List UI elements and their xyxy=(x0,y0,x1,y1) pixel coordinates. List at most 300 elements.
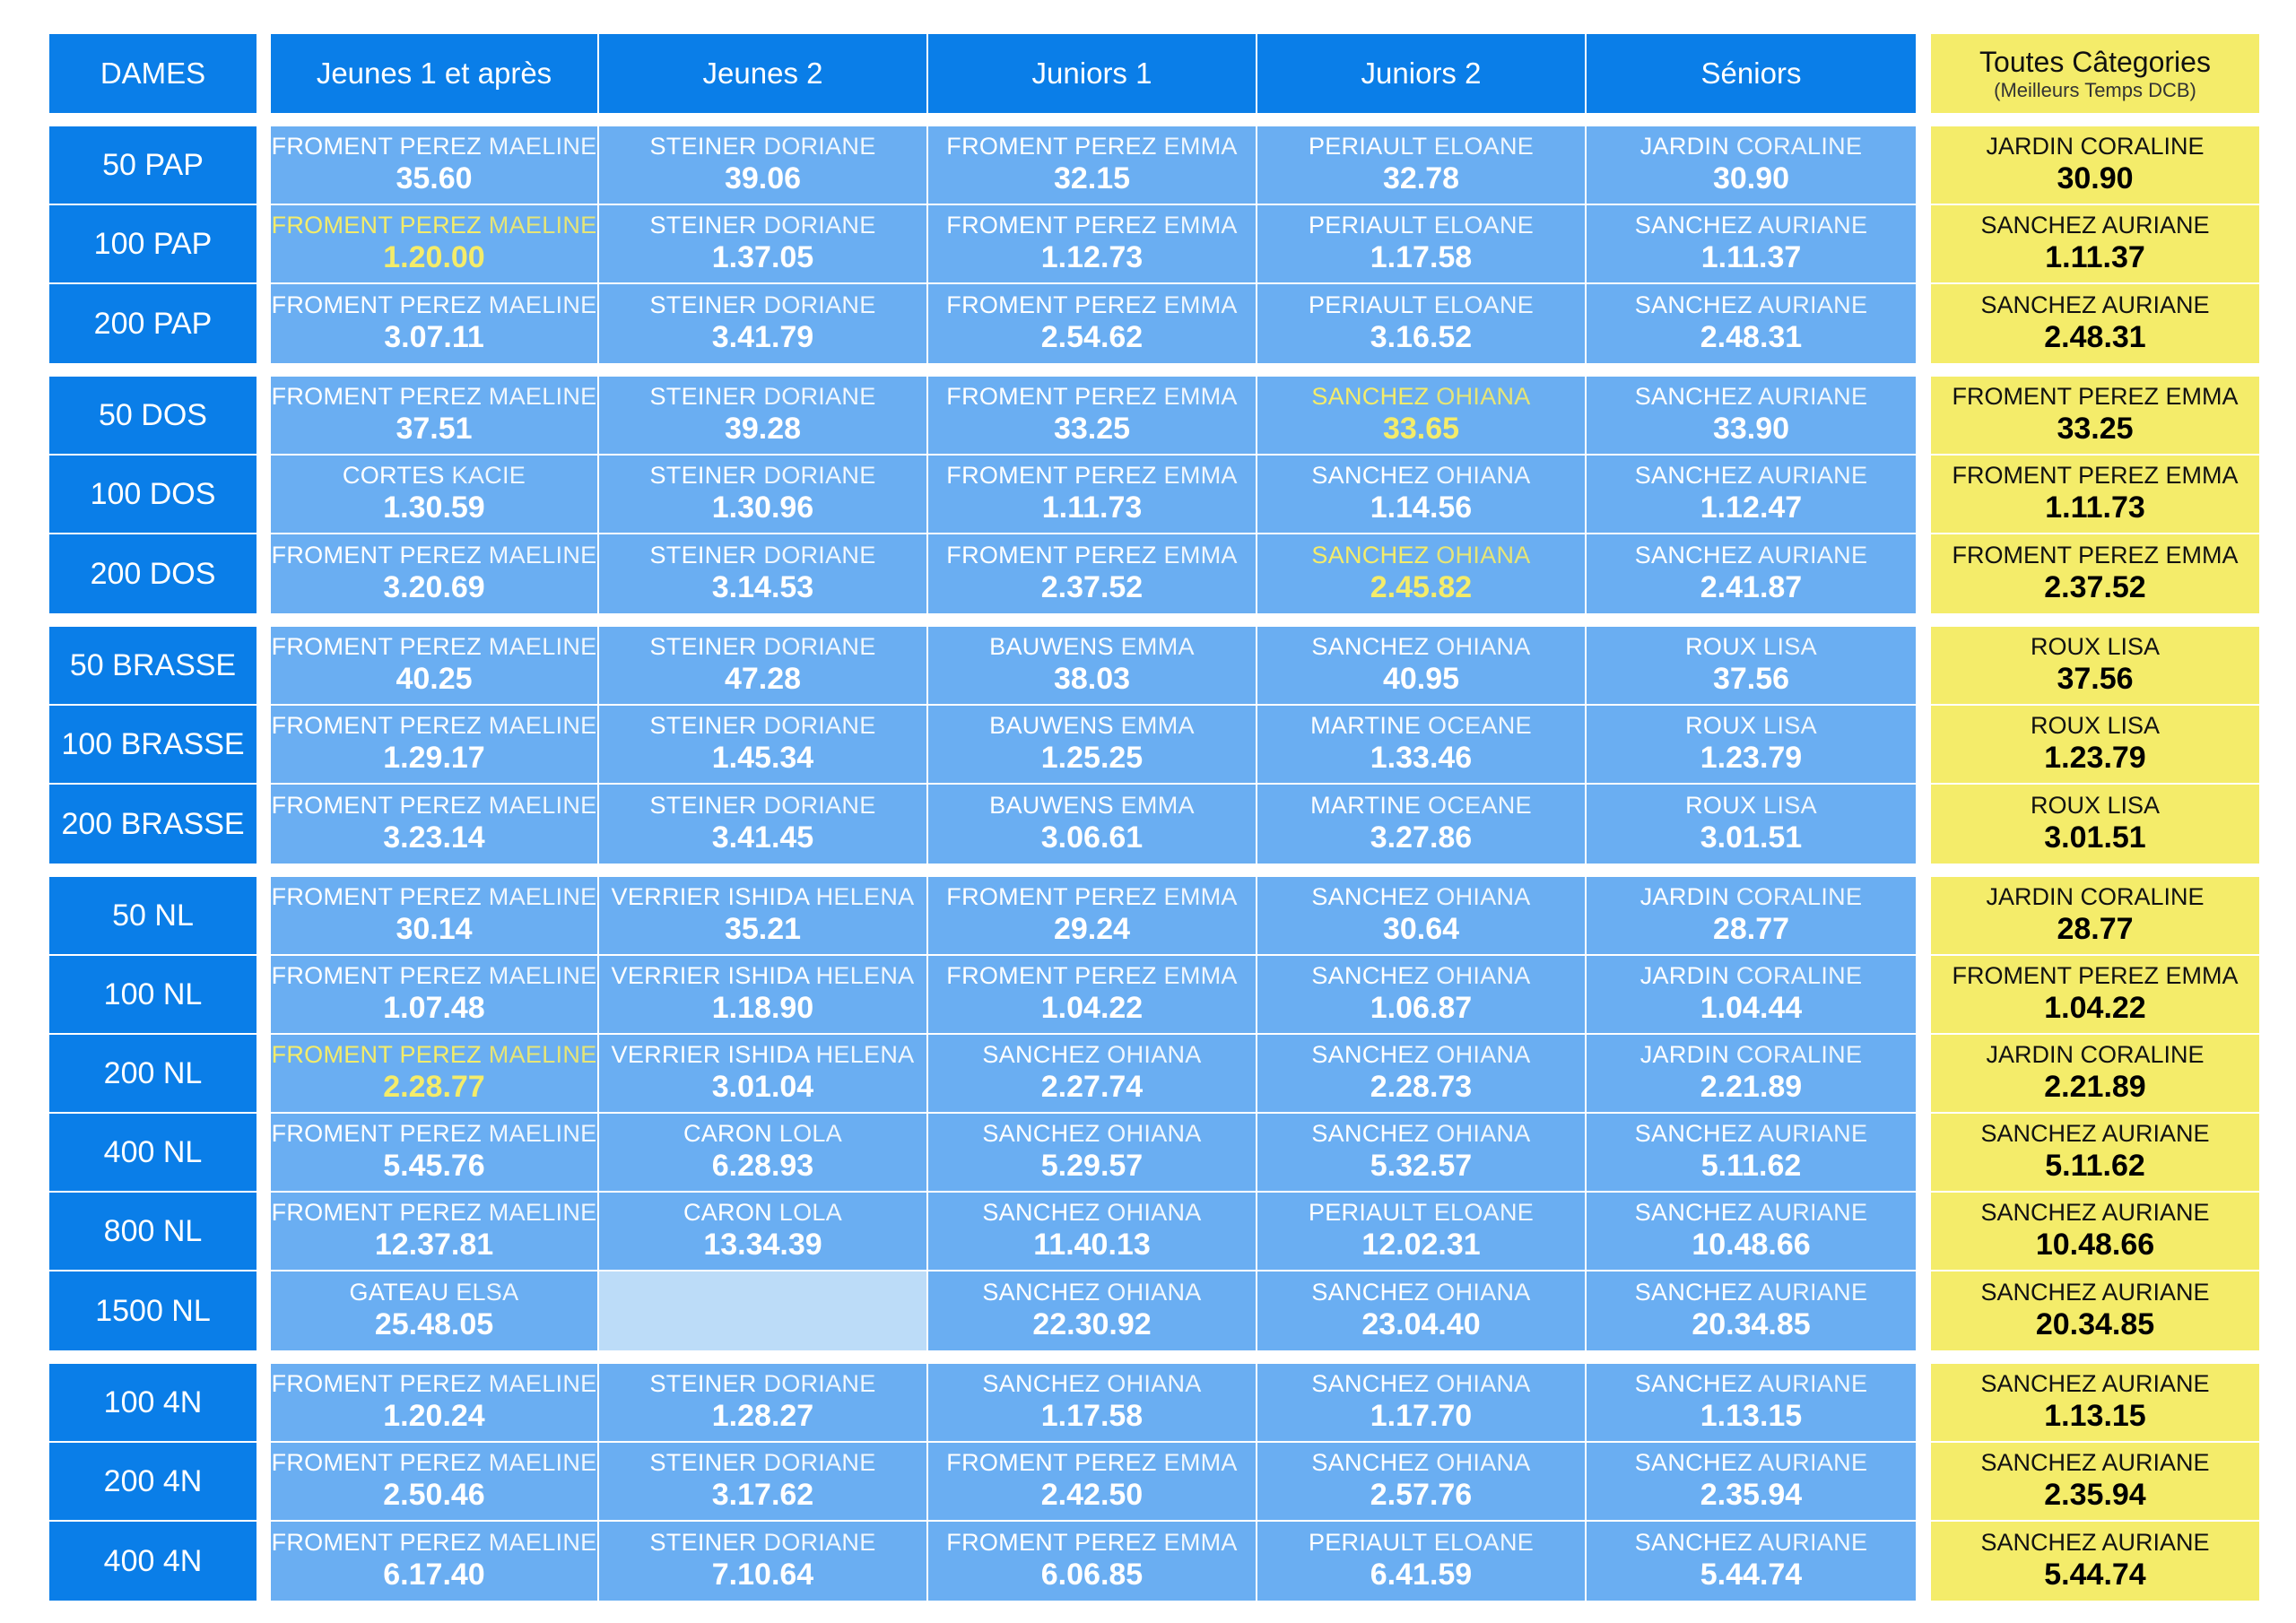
swim-time: 2.35.94 xyxy=(1700,1478,1803,1513)
result-cell xyxy=(599,456,928,534)
swimmer-last-name: STEINER xyxy=(649,542,757,569)
swimmer-first-name: HELENA xyxy=(815,1041,915,1069)
swim-time: 1.14.56 xyxy=(1370,490,1473,525)
swim-time: 1.17.70 xyxy=(1370,1399,1473,1434)
swim-time: 2.28.73 xyxy=(1370,1070,1473,1105)
event-label: 100 4N xyxy=(49,1364,257,1443)
result-cell xyxy=(1257,1271,1587,1350)
swim-time: 3.14.53 xyxy=(711,570,814,605)
best-swimmer-name xyxy=(2031,634,2160,661)
best-time-cell xyxy=(1931,126,2259,205)
swimmer-first-name: OHIANA xyxy=(1107,1279,1202,1306)
swim-time: 2.48.31 xyxy=(1700,320,1803,355)
swimmer-first-name: MAELINE xyxy=(488,291,597,319)
swimmer-name xyxy=(649,1371,875,1398)
swim-time: 1.17.58 xyxy=(1370,240,1473,275)
result-cell xyxy=(1587,1035,1916,1114)
best-time-cell xyxy=(1931,1114,2259,1193)
event-label: 400 NL xyxy=(49,1114,257,1193)
swim-time: 2.54.62 xyxy=(1040,320,1144,355)
result-cell xyxy=(599,377,928,456)
result-cell xyxy=(271,126,599,205)
swimmer-first-name: LISA xyxy=(1763,712,1817,740)
best-time-cell xyxy=(1931,627,2259,706)
swimmer-last-name: FROMENT PEREZ xyxy=(946,291,1157,319)
swimmer-last-name: FROMENT PEREZ xyxy=(271,1370,482,1398)
result-cell xyxy=(271,1364,599,1443)
result-cell xyxy=(928,1522,1257,1601)
swimmer-last-name: MARTINE xyxy=(1310,712,1422,740)
swimmer-last-name: FROMENT PEREZ xyxy=(271,962,482,990)
event-label: 800 NL xyxy=(49,1193,257,1271)
swimmer-name xyxy=(1311,884,1530,911)
swim-time: 5.29.57 xyxy=(1040,1149,1144,1184)
best-swimmer-first-name: LISA xyxy=(2107,792,2161,820)
column-header xyxy=(1257,34,1587,113)
best-swimmer-first-name: EMMA xyxy=(2165,542,2239,569)
swimmer-last-name: FROMENT PEREZ xyxy=(946,542,1157,569)
result-cell xyxy=(1587,1271,1916,1350)
swimmer-first-name: OHIANA xyxy=(1107,1370,1202,1398)
swimmer-last-name: BAUWENS xyxy=(989,792,1114,820)
swimmer-last-name: ROUX xyxy=(1685,712,1757,740)
swimmer-last-name: STEINER xyxy=(649,462,757,490)
swimmer-name xyxy=(982,1371,1201,1398)
swim-time: 38.03 xyxy=(1053,662,1131,697)
best-times-header xyxy=(1931,34,2259,113)
swimmer-first-name: LISA xyxy=(1763,792,1817,820)
result-cell xyxy=(599,1443,928,1522)
swimmer-first-name: AURIANE xyxy=(1758,1449,1868,1477)
swim-time: 40.25 xyxy=(396,662,473,697)
event-label: 200 BRASSE xyxy=(49,785,257,864)
swimmer-name xyxy=(982,1121,1201,1148)
swim-time: 1.45.34 xyxy=(711,741,814,776)
swimmer-name xyxy=(1685,713,1817,740)
swimmer-last-name: FROMENT PEREZ xyxy=(271,712,482,740)
best-swimmer-last-name: SANCHEZ xyxy=(1980,1199,2097,1227)
swim-time: 33.25 xyxy=(1053,412,1131,447)
result-cell xyxy=(1587,956,1916,1035)
best-swimmer-name xyxy=(1980,292,2209,319)
swimmer-first-name: AURIANE xyxy=(1758,291,1868,319)
swimmer-last-name: VERRIER ISHIDA xyxy=(611,883,809,911)
best-swimmer-first-name: AURIANE xyxy=(2101,212,2210,239)
swimmer-first-name: OHIANA xyxy=(1436,962,1531,990)
best-swimmer-first-name: CORALINE xyxy=(2080,1041,2205,1069)
swimmer-first-name: EMMA xyxy=(1120,792,1195,820)
swimmer-name xyxy=(272,884,597,911)
best-swim-time: 10.48.66 xyxy=(2035,1228,2155,1263)
swimmer-first-name: AURIANE xyxy=(1758,462,1868,490)
best-swimmer-first-name: EMMA xyxy=(2165,962,2239,990)
swimmer-name xyxy=(1311,1450,1530,1477)
result-cell xyxy=(271,205,599,284)
best-time-cell xyxy=(1931,877,2259,956)
swimmer-last-name: SANCHEZ xyxy=(1311,462,1430,490)
swimmer-last-name: SANCHEZ xyxy=(1311,883,1430,911)
best-time-cell xyxy=(1931,456,2259,534)
swimmer-first-name: OHIANA xyxy=(1436,1279,1531,1306)
swimmer-name xyxy=(649,292,875,319)
best-swim-time: 5.11.62 xyxy=(2045,1149,2145,1184)
best-time-cell xyxy=(1931,1522,2259,1601)
best-time-cell xyxy=(1931,534,2259,613)
swimmer-name xyxy=(1310,793,1532,820)
best-swimmer-first-name: AURIANE xyxy=(2101,1279,2210,1306)
result-cell xyxy=(271,1114,599,1193)
event-label: 100 NL xyxy=(49,956,257,1035)
swimmer-first-name: EMMA xyxy=(1163,1449,1238,1477)
swimmer-first-name: ELOANE xyxy=(1433,1529,1535,1557)
result-cell xyxy=(928,1114,1257,1193)
swimmer-last-name: MARTINE xyxy=(1310,792,1422,820)
best-swimmer-last-name: JARDIN xyxy=(1986,883,2074,911)
best-swimmer-first-name: EMMA xyxy=(2165,462,2239,490)
best-swimmer-name xyxy=(1980,1121,2209,1148)
swimmer-last-name: STEINER xyxy=(649,1449,757,1477)
swimmer-last-name: STEINER xyxy=(649,1529,757,1557)
swim-time: 23.04.40 xyxy=(1361,1307,1481,1342)
best-time-cell xyxy=(1931,1364,2259,1443)
swimmer-first-name: EMMA xyxy=(1163,462,1238,490)
best-swimmer-last-name: ROUX xyxy=(2030,712,2100,740)
swimmer-last-name: STEINER xyxy=(649,792,757,820)
swim-time: 2.28.77 xyxy=(383,1070,485,1105)
best-swimmer-last-name: SANCHEZ xyxy=(1980,212,2097,239)
best-swimmer-last-name: FROMENT PEREZ xyxy=(1952,962,2159,990)
swim-time: 3.23.14 xyxy=(383,820,485,855)
swimmer-name xyxy=(272,292,597,319)
swimmer-last-name: JARDIN xyxy=(1639,883,1730,911)
event-label: 100 BRASSE xyxy=(49,706,257,785)
swimmer-last-name: SANCHEZ xyxy=(1311,1279,1430,1306)
swim-time: 35.21 xyxy=(724,912,802,947)
swimmer-name xyxy=(272,384,597,411)
swimmer-first-name: MAELINE xyxy=(488,1041,597,1069)
swimmer-last-name: PERIAULT xyxy=(1308,133,1427,161)
best-swimmer-last-name: SANCHEZ xyxy=(1980,1279,2097,1306)
swimmer-name xyxy=(612,884,915,911)
best-swimmer-first-name: AURIANE xyxy=(2101,1449,2210,1477)
swimmer-name xyxy=(946,963,1237,990)
swimmer-last-name: BAUWENS xyxy=(989,712,1114,740)
swimmer-first-name: DORIANE xyxy=(763,291,876,319)
best-swimmer-name xyxy=(2031,713,2160,740)
result-cell xyxy=(1587,877,1916,956)
corner-label: DAMES xyxy=(100,56,206,90)
swimmer-name xyxy=(683,1121,842,1148)
best-swimmer-first-name: AURIANE xyxy=(2101,1370,2210,1398)
swimmer-first-name: ELOANE xyxy=(1433,1199,1535,1227)
column-header xyxy=(271,34,599,113)
best-swim-time: 20.34.85 xyxy=(2035,1307,2155,1342)
result-cell xyxy=(1257,126,1587,205)
swimmer-first-name: OHIANA xyxy=(1107,1120,1202,1148)
best-time-cell xyxy=(1931,1271,2259,1350)
swim-time: 1.30.59 xyxy=(383,490,485,525)
best-time-cell xyxy=(1931,205,2259,284)
swimmer-first-name: AURIANE xyxy=(1758,1529,1868,1557)
swimmer-first-name: LISA xyxy=(1763,633,1817,661)
swimmer-last-name: JARDIN xyxy=(1639,962,1730,990)
best-swimmer-name xyxy=(1980,1450,2209,1477)
swimmer-first-name: OHIANA xyxy=(1436,462,1531,490)
result-cell xyxy=(599,126,928,205)
swimmer-name xyxy=(946,463,1237,490)
swimmer-last-name: SANCHEZ xyxy=(1634,462,1752,490)
swimmer-first-name: EMMA xyxy=(1163,133,1238,161)
swimmer-name xyxy=(649,1530,875,1557)
swimmer-first-name: MAELINE xyxy=(488,883,597,911)
swimmer-name xyxy=(989,713,1195,740)
swim-time: 3.07.11 xyxy=(384,320,484,355)
swimmer-first-name: MAELINE xyxy=(488,1199,597,1227)
swimmer-last-name: FROMENT PEREZ xyxy=(271,291,482,319)
swimmer-first-name: MAELINE xyxy=(488,1529,597,1557)
swimmer-last-name: SANCHEZ xyxy=(1311,542,1430,569)
event-label: 50 NL xyxy=(49,877,257,956)
swim-time: 2.50.46 xyxy=(383,1478,485,1513)
swimmer-first-name: CORALINE xyxy=(1735,883,1863,911)
swim-time: 1.37.05 xyxy=(711,240,814,275)
swim-time: 3.20.69 xyxy=(383,570,485,605)
best-swimmer-last-name: ROUX xyxy=(2030,792,2100,820)
swimmer-name xyxy=(1311,963,1530,990)
swimmer-name xyxy=(1635,1200,1868,1227)
result-cell xyxy=(271,284,599,363)
swim-time: 6.06.85 xyxy=(1040,1558,1144,1593)
result-cell xyxy=(1587,456,1916,534)
result-cell xyxy=(271,785,599,864)
result-cell xyxy=(271,706,599,785)
swimmer-first-name: OHIANA xyxy=(1436,1120,1531,1148)
swim-time: 1.11.73 xyxy=(1041,490,1143,525)
event-label: 200 DOS xyxy=(49,534,257,613)
swimmer-last-name: ROUX xyxy=(1685,633,1757,661)
best-swim-time: 28.77 xyxy=(2057,912,2134,947)
result-cell xyxy=(271,1443,599,1522)
best-swimmer-last-name: FROMENT PEREZ xyxy=(1952,383,2159,411)
best-time-cell xyxy=(1931,956,2259,1035)
swimmer-first-name: OHIANA xyxy=(1436,542,1531,569)
swimmer-last-name: CARON xyxy=(683,1199,772,1227)
swimmer-name xyxy=(1311,1280,1530,1306)
result-cell xyxy=(928,1364,1257,1443)
swimmer-last-name: SANCHEZ xyxy=(1634,1120,1752,1148)
swimmer-name xyxy=(343,463,526,490)
swimmer-last-name: PERIAULT xyxy=(1308,212,1427,239)
result-cell xyxy=(1587,706,1916,785)
swim-time: 35.60 xyxy=(396,161,473,196)
result-cell xyxy=(1257,956,1587,1035)
swimmer-name xyxy=(272,713,597,740)
swim-time: 1.28.27 xyxy=(711,1399,814,1434)
swimmer-name xyxy=(1685,634,1817,661)
best-swimmer-first-name: EMMA xyxy=(2165,383,2239,411)
swimmer-first-name: DORIANE xyxy=(763,212,876,239)
swimmer-name xyxy=(1635,1371,1868,1398)
swim-time: 10.48.66 xyxy=(1692,1228,1811,1263)
swimmer-last-name: FROMENT PEREZ xyxy=(271,1120,482,1148)
result-cell xyxy=(1257,1443,1587,1522)
swimmer-name xyxy=(649,134,875,161)
column-header-label: Juniors 2 xyxy=(1361,56,1482,90)
swim-time: 3.41.79 xyxy=(711,320,814,355)
swimmer-name xyxy=(1635,1450,1868,1477)
best-swim-time: 33.25 xyxy=(2057,412,2134,447)
swim-time: 1.33.46 xyxy=(1370,741,1473,776)
best-swimmer-name xyxy=(2031,793,2160,820)
swimmer-last-name: FROMENT PEREZ xyxy=(271,542,482,569)
swimmer-name xyxy=(1640,134,1863,161)
event-label: 50 BRASSE xyxy=(49,627,257,706)
result-cell xyxy=(928,1271,1257,1350)
swim-time: 28.77 xyxy=(1712,912,1790,947)
swimmer-first-name: AURIANE xyxy=(1758,383,1868,411)
swim-time: 40.95 xyxy=(1382,662,1460,697)
swimmer-name xyxy=(946,213,1237,239)
swimmer-name xyxy=(1635,542,1868,569)
best-swimmer-first-name: CORALINE xyxy=(2080,883,2205,911)
swimmer-name xyxy=(1635,213,1868,239)
swimmer-last-name: SANCHEZ xyxy=(1634,1199,1752,1227)
best-swimmer-last-name: FROMENT PEREZ xyxy=(1952,462,2159,490)
swimmer-first-name: EMMA xyxy=(1163,1529,1238,1557)
swimmer-name xyxy=(1311,1371,1530,1398)
swimmer-first-name: ELOANE xyxy=(1433,291,1535,319)
swim-time: 37.56 xyxy=(1712,662,1790,697)
swimmer-first-name: EMMA xyxy=(1163,212,1238,239)
swim-time: 1.06.87 xyxy=(1370,991,1473,1026)
best-swim-time: 2.35.94 xyxy=(2044,1478,2146,1513)
swim-time: 32.78 xyxy=(1382,161,1460,196)
swimmer-last-name: CARON xyxy=(683,1120,772,1148)
best-swimmer-name xyxy=(1952,963,2238,990)
swimmer-name xyxy=(272,542,597,569)
swimmer-name xyxy=(649,793,875,820)
result-cell xyxy=(928,877,1257,956)
swimmer-first-name: KACIE xyxy=(451,462,526,490)
swim-time: 5.44.74 xyxy=(1700,1558,1803,1593)
swim-time: 1.12.73 xyxy=(1040,240,1144,275)
result-cell xyxy=(928,534,1257,613)
swimmer-last-name: SANCHEZ xyxy=(1634,1449,1752,1477)
swimmer-name xyxy=(612,963,915,990)
result-cell xyxy=(1257,1114,1587,1193)
swimmer-last-name: SANCHEZ xyxy=(1311,1041,1430,1069)
swim-time: 1.20.00 xyxy=(383,240,485,275)
swim-time: 3.01.51 xyxy=(1700,820,1803,855)
swimmer-name xyxy=(649,1450,875,1477)
swimmer-name xyxy=(683,1200,842,1227)
swimmer-name xyxy=(272,1371,597,1398)
swimmer-name xyxy=(272,1530,597,1557)
swimmer-first-name: EMMA xyxy=(1163,291,1238,319)
swimmer-first-name: OHIANA xyxy=(1107,1199,1202,1227)
best-time-cell xyxy=(1931,1035,2259,1114)
best-time-cell xyxy=(1931,706,2259,785)
swimmer-last-name: FROMENT PEREZ xyxy=(946,133,1157,161)
result-cell xyxy=(1587,1114,1916,1193)
swimmer-name xyxy=(272,963,597,990)
swim-time: 39.06 xyxy=(724,161,802,196)
result-cell xyxy=(1257,1035,1587,1114)
swimmer-name xyxy=(1635,1280,1868,1306)
swimmer-first-name: EMMA xyxy=(1163,383,1238,411)
result-cell xyxy=(928,627,1257,706)
result-cell xyxy=(928,785,1257,864)
swimmer-last-name: STEINER xyxy=(649,383,757,411)
swim-time: 2.27.74 xyxy=(1040,1070,1144,1105)
best-swimmer-last-name: ROUX xyxy=(2030,633,2100,661)
swimmer-last-name: SANCHEZ xyxy=(1311,1120,1430,1148)
result-cell xyxy=(1257,1364,1587,1443)
swimmer-name xyxy=(946,292,1237,319)
swimmer-last-name: FROMENT PEREZ xyxy=(271,792,482,820)
swim-time: 13.34.39 xyxy=(703,1228,822,1263)
swimmer-last-name: FROMENT PEREZ xyxy=(271,212,482,239)
best-swimmer-last-name: JARDIN xyxy=(1986,1041,2074,1069)
result-cell xyxy=(271,456,599,534)
result-cell xyxy=(1587,627,1916,706)
result-cell xyxy=(271,1193,599,1271)
result-cell xyxy=(1257,785,1587,864)
best-swimmer-name xyxy=(1980,1371,2209,1398)
swimmer-first-name: AURIANE xyxy=(1758,1120,1868,1148)
result-cell xyxy=(1587,1193,1916,1271)
swimmer-last-name: SANCHEZ xyxy=(1311,1449,1430,1477)
swimmer-last-name: FROMENT PEREZ xyxy=(946,962,1157,990)
swim-time: 22.30.92 xyxy=(1032,1307,1152,1342)
swim-time: 6.17.40 xyxy=(383,1558,485,1593)
swim-time: 1.20.24 xyxy=(383,1399,485,1434)
swim-time: 3.16.52 xyxy=(1370,320,1473,355)
result-cell xyxy=(1587,126,1916,205)
result-cell xyxy=(928,126,1257,205)
swimmer-name xyxy=(946,542,1237,569)
event-label: 1500 NL xyxy=(49,1271,257,1350)
swimmer-last-name: STEINER xyxy=(649,1370,757,1398)
swimmer-last-name: FROMENT PEREZ xyxy=(271,1449,482,1477)
column-header xyxy=(599,34,928,113)
swimmer-first-name: DORIANE xyxy=(763,633,876,661)
result-cell xyxy=(271,534,599,613)
result-cell xyxy=(271,1522,599,1601)
swimmer-first-name: HELENA xyxy=(815,883,915,911)
result-cell xyxy=(1587,284,1916,363)
swim-time: 3.27.86 xyxy=(1370,820,1473,855)
corner-header xyxy=(49,34,257,113)
result-cell xyxy=(599,785,928,864)
result-cell xyxy=(928,284,1257,363)
best-swimmer-last-name: SANCHEZ xyxy=(1980,1449,2097,1477)
result-cell xyxy=(599,627,928,706)
best-swimmer-name xyxy=(1986,1042,2204,1069)
swimmer-last-name: FROMENT PEREZ xyxy=(271,383,482,411)
swimmer-last-name: SANCHEZ xyxy=(1311,1370,1430,1398)
swimmer-last-name: PERIAULT xyxy=(1308,1199,1427,1227)
swimmer-name xyxy=(1309,1200,1534,1227)
swimmer-last-name: FROMENT PEREZ xyxy=(271,1529,482,1557)
swimmer-name xyxy=(989,793,1195,820)
swimmer-name xyxy=(989,634,1195,661)
swim-time: 37.51 xyxy=(396,412,473,447)
swimmer-first-name: MAELINE xyxy=(488,962,597,990)
event-label: 200 NL xyxy=(49,1035,257,1114)
column-header xyxy=(928,34,1257,113)
swimmer-first-name: DORIANE xyxy=(763,542,876,569)
